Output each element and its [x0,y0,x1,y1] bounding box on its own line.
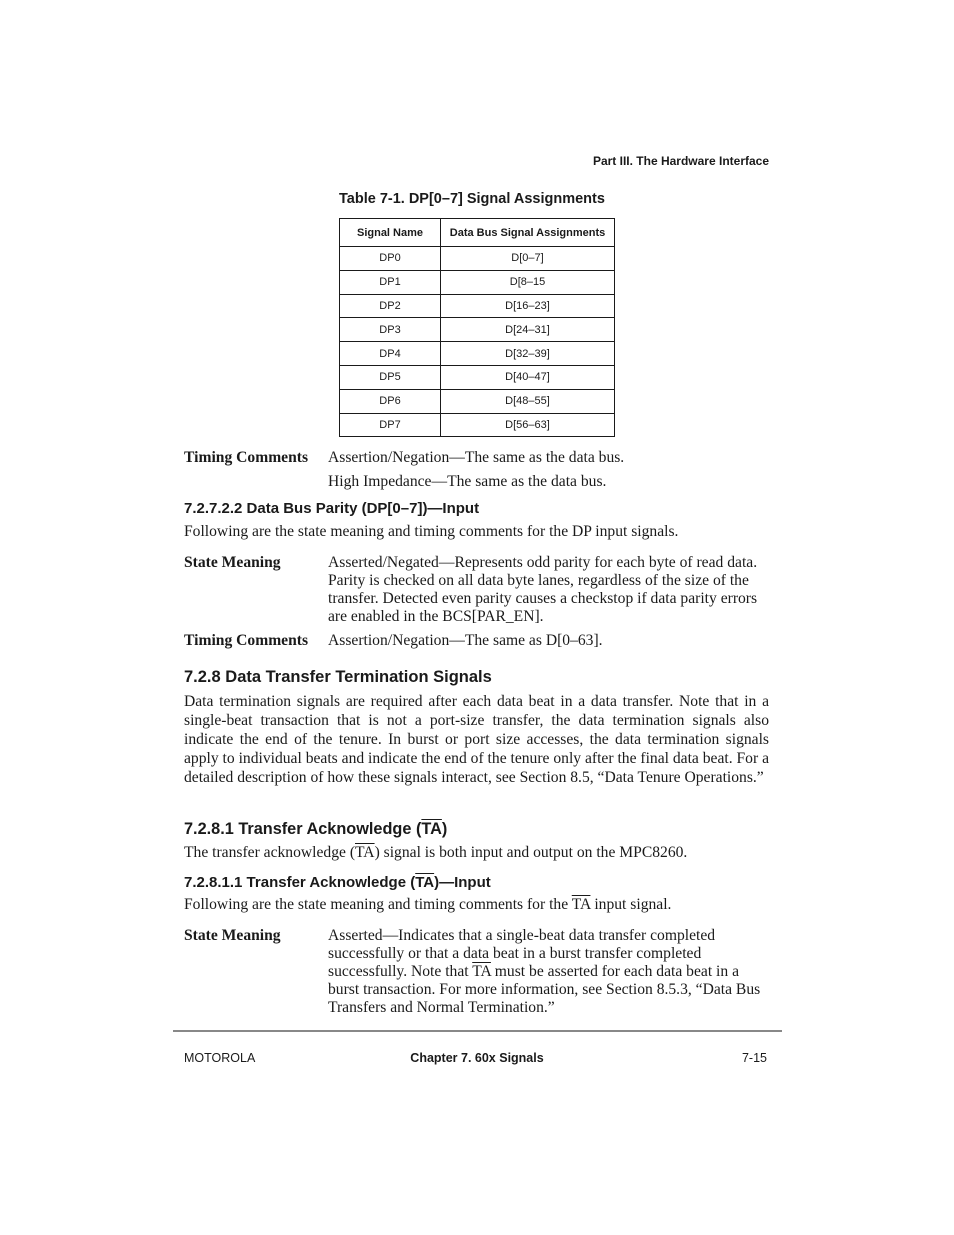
table-row [340,389,615,413]
text-run: The transfer acknowledge ( [184,844,356,861]
signal-name-overbar: $\overline{TA}$ [415,874,435,891]
table-row [340,270,615,294]
text-run: Following are the state meaning and timing comments for the [184,896,572,913]
footer-page-number: 7-15 [741,1051,767,1065]
footer-publisher: MOTOROLA [184,1051,256,1065]
term-label: State Meaning [184,927,281,944]
text-run: must be asserted for each data beat in a burst transaction. For more information, see Section 8.5.3, “Data Bus Transfers and Normal Termination.” [328,963,761,1016]
definition-line: Assertion/Negation—The same as the data bus. [328,449,625,466]
table-row [340,342,615,366]
signal-name-overbar: $\overline{TA}$ [472,963,491,980]
table-cell: DP2 [340,294,441,318]
heading-text: 7.2.8.1 Transfer Acknowledge ( [184,820,422,838]
table-cell: DP5 [340,365,441,389]
table-cell: D[32–39] [441,342,615,366]
heading-text: 7.2.8.1.1 Transfer Acknowledge ( [184,874,416,891]
table-caption: Table 7-1. DP[0–7] Signal Assignments [339,191,605,207]
table-cell: DP1 [340,270,441,294]
signal-name-overbar: $\overline{TA}$ [355,844,375,861]
table-cell: D[40–47] [441,365,615,389]
column-header: Data Bus Signal Assignments [441,219,615,247]
table-cell: DP7 [340,413,441,437]
paragraph: Data termination signals are required after each data beat in a data transfer. Note that in a single-beat transaction that is not a port-size transfer, the data termination signals also indicate the end of the tenure. In burst or port size accesses, the data termination signals apply to individual beats and indicate the end of the tenure only after the final data beat. For a detailed description of how these signals interact, see Section 8.5, “Data Tenure Operations.” [184,693,769,786]
table-row [340,413,615,437]
text-run: input signal. [590,896,672,913]
signal-name-overbar: $\overline{TA}$ [571,896,591,913]
state-meaning-block [184,554,770,628]
table-cell: D[56–63] [441,413,615,437]
table-cell: D[24–31] [441,318,615,342]
term-label: Timing Comments [184,632,309,649]
paragraph: Following are the state meaning and timing comments for the DP input signals. [184,523,679,540]
term-label: Timing Comments [184,449,309,466]
table-cell: DP4 [340,342,441,366]
table-cell: D[0–7] [441,247,615,271]
timing-comments-block [184,449,770,491]
table-row [340,318,615,342]
table-cell: DP0 [340,247,441,271]
table-cell: D[48–55] [441,389,615,413]
signal-assignments-table [339,218,615,437]
text-run: ) signal is both input and output on the MPC8260. [374,844,688,861]
table-row [340,294,615,318]
footer-chapter-title: Chapter 7. 60x Signals [410,1051,544,1065]
table-cell: DP6 [340,389,441,413]
text-run: Asserted—Indicates that a single-beat data transfer completed successfully or that a data beat in a burst transfer completed successfully. Note that [328,927,716,980]
section-heading [184,874,491,891]
paragraph [184,844,769,863]
table-header-row [340,219,615,247]
running-head: Part III. The Hardware Interface [592,154,769,168]
table-cell: D[8–15 [441,270,615,294]
term-definition [328,927,769,1017]
term-definition: Assertion/Negation—The same as D[0–63]. [328,632,603,649]
table-cell: D[16–23] [441,294,615,318]
heading-text: )—Input [434,874,491,891]
term-definition [328,449,769,491]
section-heading: 7.2.7.2.2 Data Bus Parity (DP[0–7])—Input [184,500,480,517]
state-meaning-block [184,927,770,1019]
table-row [340,247,615,271]
section-heading [184,820,447,839]
table-cell: DP3 [340,318,441,342]
term-label: State Meaning [184,554,281,571]
timing-comments-block [184,632,770,650]
definition-line: High Impedance—The same as the data bus. [328,473,607,490]
footer-rule [173,1030,782,1032]
heading-text: ) [441,820,448,838]
table-row [340,365,615,389]
signal-name-overbar: $\overline{TA}$ [421,820,442,838]
paragraph [184,896,769,915]
section-heading: 7.2.8 Data Transfer Termination Signals [184,668,492,686]
term-definition: Asserted/Negated—Represents odd parity for each byte of read data. Parity is checked on all data byte lanes, regardless of the size of the transfer. Detected even parity causes a checkstop if data parity errors are enabled in the BCS[PAR_EN]. [328,554,758,625]
column-header: Signal Name [340,219,441,247]
